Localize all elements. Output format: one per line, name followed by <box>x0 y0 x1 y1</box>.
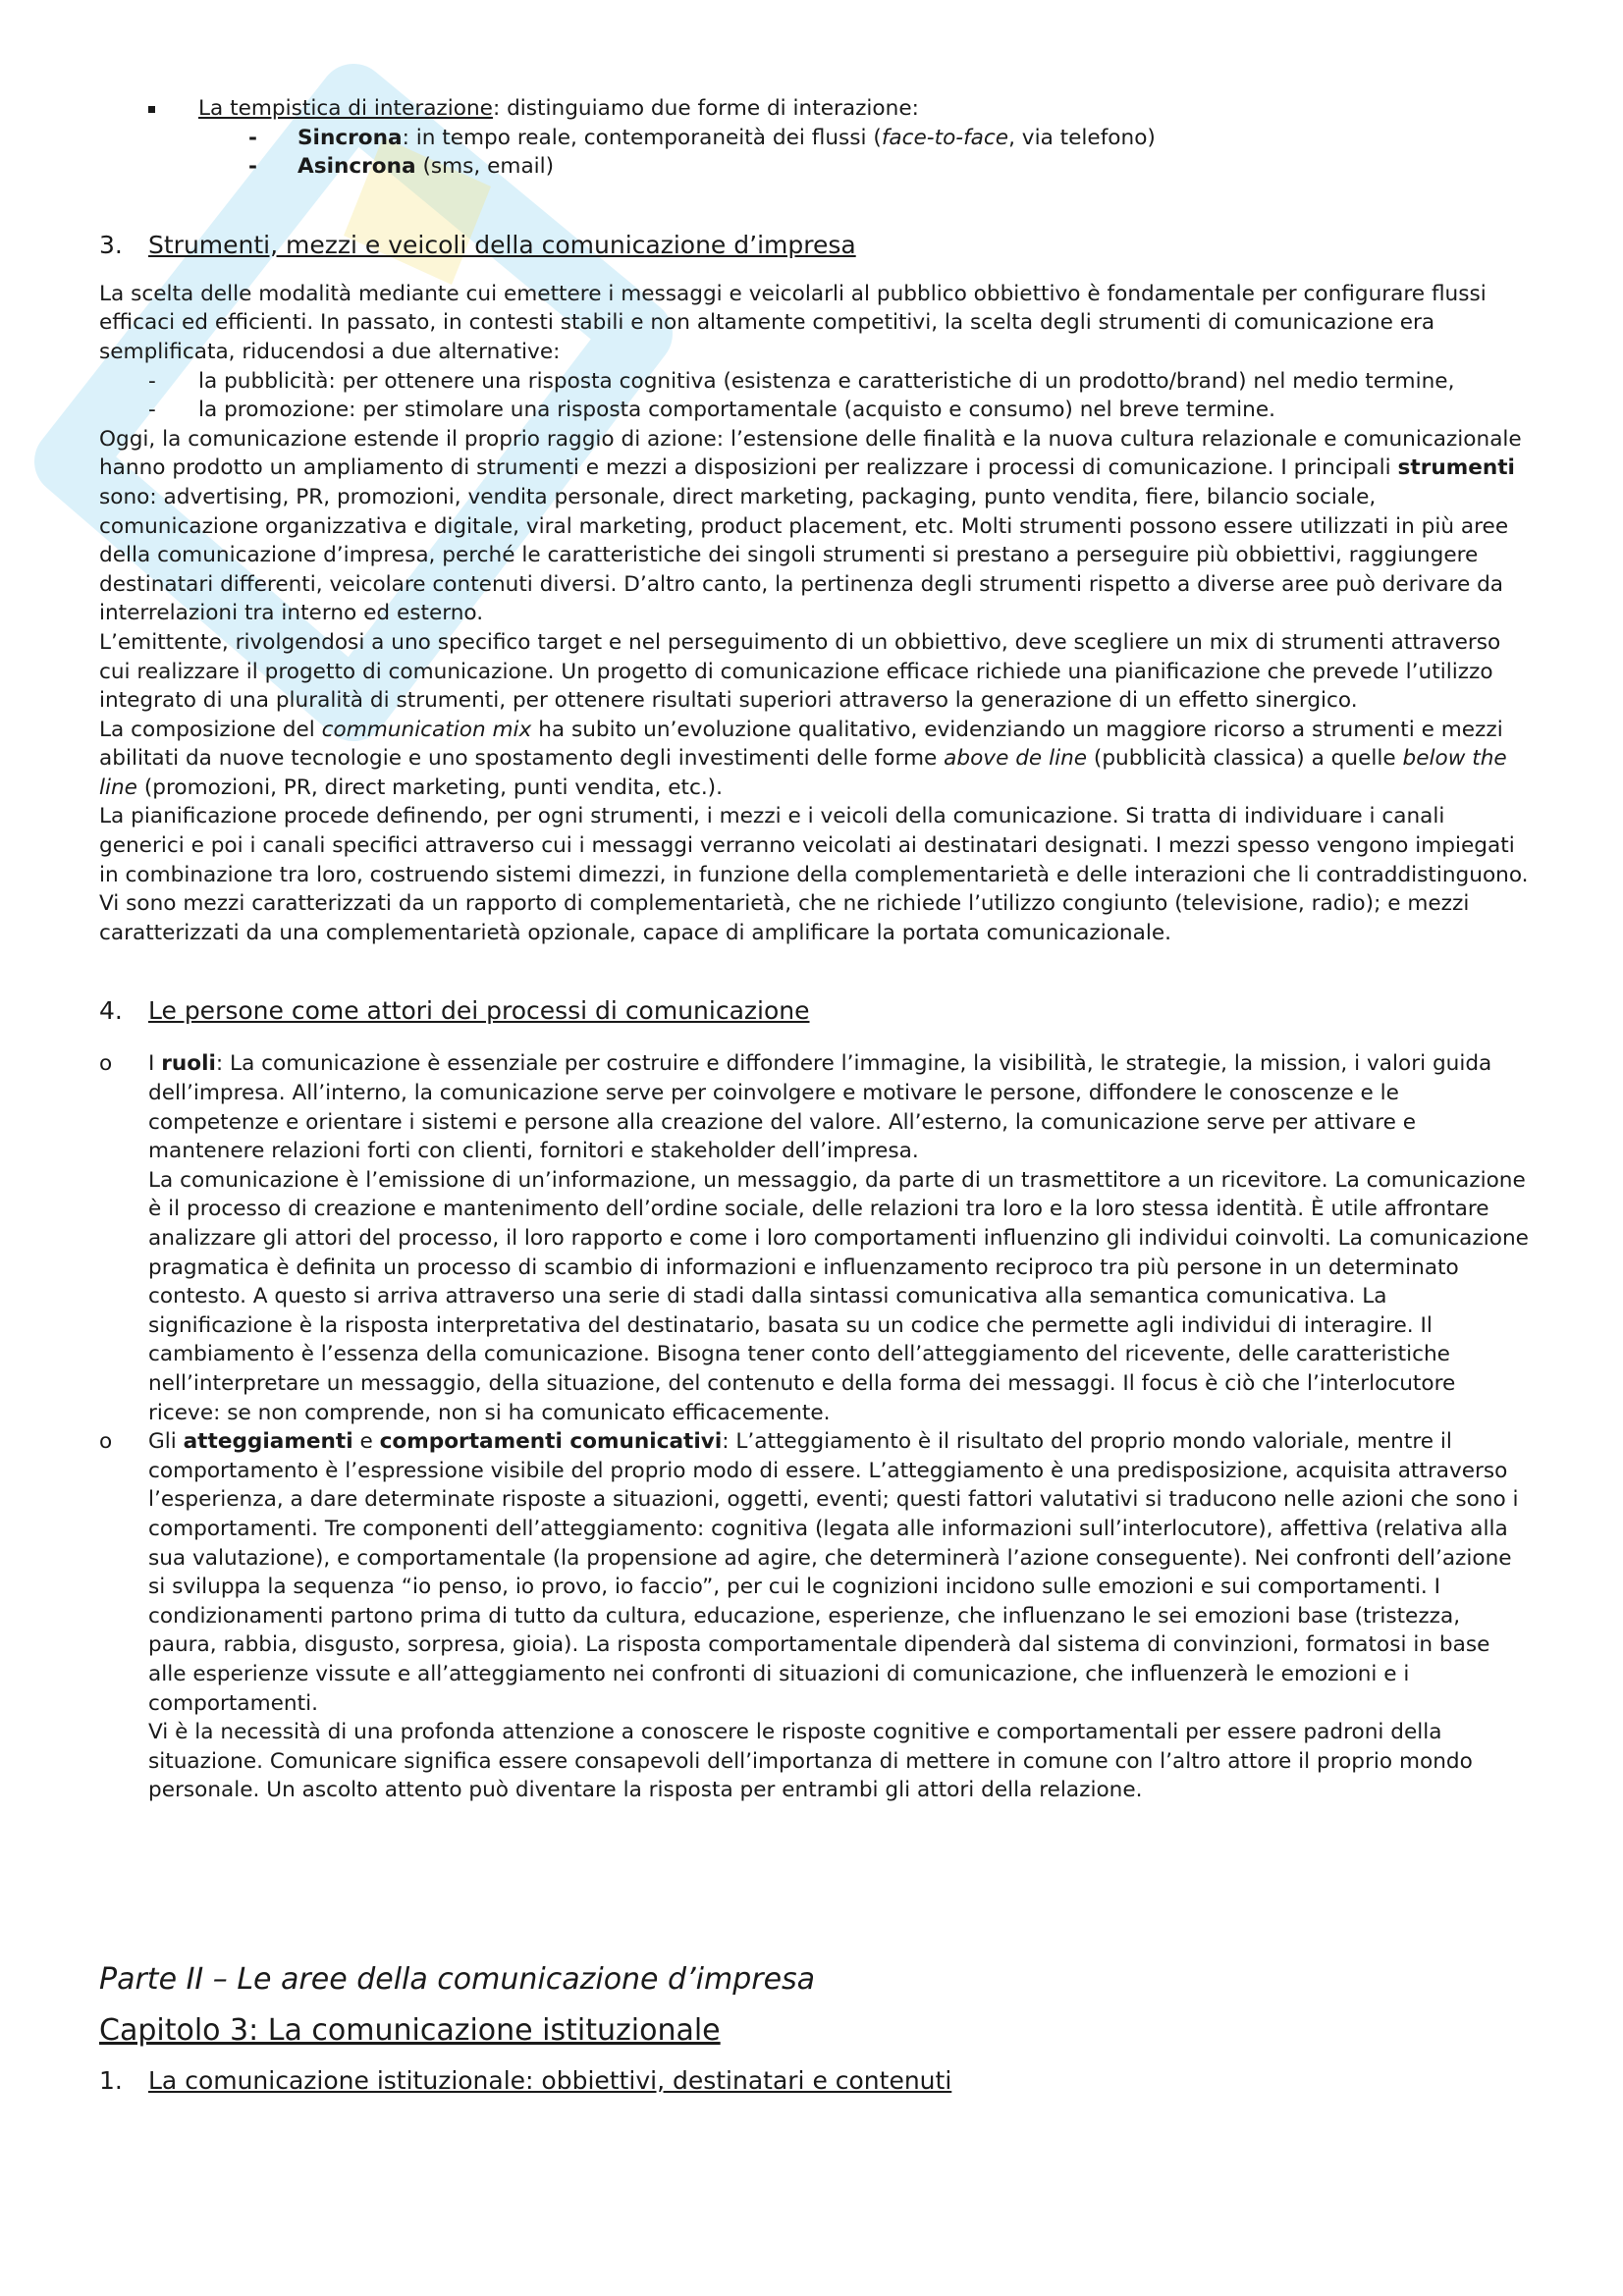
paragraph-text: sono: advertising, PR, promozioni, vendita personale, direct marketing, packaging, punto vendita, fiere, bilancio sociale, comunicazione organizzativa e digitale, viral marketing, product placement, etc. Molti strumenti possono essere utilizzati in più aree della comunicazione d’impresa, perché le caratteristiche dei singoli strumenti si prestano a perseguire più obbiettivi, raggiungere destinatari differenti, veicolare contenuti diversi. D’altro canto, la pertinenza degli strumenti rispetto a diverse aree può derivare da interrelazioni tra interno ed esterno. <box>99 484 1509 626</box>
list-item-atteggiamenti <box>99 1427 1533 1805</box>
chapter-title-wrap <box>99 2011 1533 2051</box>
bullet-label: La tempistica di interazione <box>198 96 493 121</box>
paragraph-text: Oggi, la comunicazione estende il proprio raggio di azione: l’estensione delle finalità e la nuova cultura relazionale e comunicazionale hanno prodotto un ampliamento di strumenti e mezzi a disposizioni per realizzare i processi di comunicazione. I principali <box>99 426 1522 481</box>
paragraph: L’emittente, rivolgendosi a uno specifico target e nel perseguimento di un obbiettivo, deve scegliere un mix di strumenti attraverso cui realizzare il progetto di comunicazione. Un progetto di comunicazione efficace richiede una pianificazione che prevede l’utilizzo integrato di una pluralità di strumenti, per ottenere risultati superiori attraverso la generazione di un effetto sinergico. <box>99 629 1501 714</box>
paragraph-italic: above de line <box>944 746 1088 772</box>
list-item-text: la promozione: per stimolare una risposta comportamentale (acquisto e consumo) nel breve termine. <box>198 398 1275 423</box>
section-4-heading <box>99 994 1533 1028</box>
asincrona-label: Asincrona <box>298 154 416 180</box>
list-item-sincrona <box>99 124 1533 153</box>
paragraph <box>99 716 1533 803</box>
paragraph <box>148 1049 1533 1165</box>
paragraph-bold: ruoli <box>161 1051 216 1077</box>
paragraph: La comunicazione è l’emissione di un’informazione, un messaggio, da parte di un trasmettitore a un ricevitore. La comunicazione è il processo di creazione e mantenimento dell’ordine sociale, delle relazioni tra loro e la loro stessa identità. È utile affrontare analizzare gli attori del processo, il loro rapporto e come i loro comportamenti influenzino gli individui coinvolti. La comunicazione pragmatica è definita un processo di scambio di informazioni e influenzamento reciproco tra più persone in un determinato contesto. A questo si arriva attraverso una serie di stadi dalla sintassi comunicativa alla semantica comunicativa. La significazione è la risposta interpretativa del destinatario, basata su un codice che permette agli individui di interagire. Il cambiamento è l’essenza della comunicazione. Bisogna tener conto dell’atteggiamento del ricevente, delle caratteristiche nell’interpretare un messaggio, della situazione, del contenuto e della forma dei messaggi. Il focus è ciò che l’interlocutore riceve: se non comprende, non si ha comunicato efficacemente. <box>148 1167 1529 1425</box>
part-title: Parte II – Le aree della comunicazione d’impresa <box>99 1961 816 1997</box>
list-item-tempistica <box>99 94 1533 124</box>
section-number: 4. <box>99 996 123 1026</box>
dash-bullet-icon: - <box>248 125 257 150</box>
paragraph: La scelta delle modalità mediante cui emettere i messaggi e veicolarli al pubblico obbiettivo è fondamentale per configurare flussi efficaci ed efficienti. In passato, in contesti stabili e non altamente competitivi, la scelta degli strumenti di comunicazione era semplificata, riducendosi a due alternative: <box>99 281 1487 364</box>
dash-bullet-icon: - <box>248 154 257 180</box>
paragraph-text: Gli <box>148 1429 184 1455</box>
subsection-heading <box>99 2064 1533 2098</box>
paragraph-text: : L’atteggiamento è il risultato del proprio mondo valoriale, mentre il comportamento è l’espressione visibile del proprio modo di essere. L’atteggiamento è una predisposizione, acquisita attraverso l’esperienza, a dare determinate risposte a situazioni, oggetti, eventi; questi fattori valutativi si traducono nelle azioni che sono i comportamenti. Tre componenti dell’atteggiamento: cognitiva (legata alle informazioni sull’interlocutore), affettiva (relativa alla sua valutazione), e comportamentale (la propensione ad agire, che determinerà l’azione conseguente). Nei confronti dell’azione si sviluppa la sequenza “io penso, io provo, io faccio”, per cui le cognizioni incidono sulle emozioni e sui comportamenti. I condizionamenti partono prima di tutto da cultura, educazione, esperienze, che influenzano le sei emozioni base (tristezza, paura, rabbia, disgusto, sorpresa, gioia). La risposta comportamentale dipenderà dal sistema di convinzioni, formatosi in base alle esperienze vissute e all’atteggiamento nei confronti di situazioni di comunicazione, che influenzerà le emozioni e i comportamenti. <box>148 1429 1519 1716</box>
circle-bullet-icon: o <box>99 1429 113 1455</box>
paragraph-bold: strumenti <box>1397 455 1515 481</box>
section-title: La comunicazione istituzionale: obbiettivi, destinatari e contenuti <box>148 2065 952 2095</box>
paragraph-text: ha subito un’evoluzione qualitativo, evidenziando un maggiore ricorso a strumenti e mezzi abilitati da nuove tecnologie e uno spostamento degli investimenti delle forme <box>99 717 1503 772</box>
list-item <box>99 367 1533 397</box>
list-item-ruoli <box>99 1049 1533 1427</box>
square-bullet-icon <box>148 106 155 113</box>
section-title: Strumenti, mezzi e veicoli della comunicazione d’impresa <box>148 230 856 259</box>
section-title: Le persone come attori dei processi di comunicazione <box>148 996 810 1026</box>
sincrona-italic: face-to-face <box>881 125 1009 150</box>
paragraph-text: I <box>148 1051 162 1077</box>
circle-bullet-icon: o <box>99 1051 113 1077</box>
dash-bullet-icon: - <box>148 368 156 394</box>
section-number: 3. <box>99 230 123 259</box>
section-number: 1. <box>99 2065 123 2095</box>
asincrona-text: (sms, email) <box>415 154 555 180</box>
chapter-title: Capitolo 3: La comunicazione istituzionale <box>99 2012 721 2048</box>
paragraph-text: La composizione del <box>99 717 322 742</box>
paragraph-bold: comportamenti comunicativi <box>379 1429 723 1455</box>
sincrona-text: : in tempo reale, contemporaneità dei flussi ( <box>402 125 882 150</box>
paragraph-text: : La comunicazione è essenziale per costruire e diffondere l’immagine, la visibilità, le strategie, la mission, i valori guida dell’impresa. All’interno, la comunicazione serve per coinvolgere e motivare le persone, diffondere le conoscenze e le competenze e orientare i sistemi e persone alla creazione del valore. All’esterno, la comunicazione serve per attivare e mantenere relazioni forti con clienti, fornitori e stakeholder dell’impresa. <box>148 1051 1492 1164</box>
list-item <box>99 396 1533 425</box>
paragraph <box>148 1427 1533 1718</box>
paragraph: Vi è la necessità di una profonda attenzione a conoscere le risposte cognitive e comportamentali per essere padroni della situazione. Comunicare significa essere consapevoli dell’importanza di mettere in comune con l’altro attore il proprio mondo personale. Un ascolto attento può diventare la risposta per entrambi gli attori della relazione. <box>148 1720 1473 1803</box>
paragraph-text: e <box>352 1429 380 1455</box>
paragraph-bold: atteggiamenti <box>183 1429 353 1455</box>
dash-bullet-icon: - <box>148 398 156 423</box>
list-item-asincrona <box>99 152 1533 182</box>
page-content <box>99 94 1533 2098</box>
sincrona-text-end: , via telefono) <box>1008 125 1156 150</box>
paragraph <box>99 425 1533 628</box>
list-item-text: la pubblicità: per ottenere una risposta cognitiva (esistenza e caratteristiche di un prodotto/brand) nel medio termine, <box>198 368 1455 394</box>
bullet-text: : distinguiamo due forme di interazione: <box>492 96 919 121</box>
paragraph-text: (promozioni, PR, direct marketing, punti vendita, etc.). <box>136 774 723 800</box>
section-3-heading <box>99 229 1533 262</box>
paragraph-italic: below the line <box>99 746 1507 800</box>
paragraph: La pianificazione procede definendo, per ogni strumenti, i mezzi e i veicoli della comunicazione. Si tratta di individuare i canali generici e poi i canali specifici attraverso cui i messaggi verranno veicolati ai destinatari designati. I mezzi spesso vengono impiegati in combinazione tra loro, costruendo sistemi dimezzi, in funzione della complementarietà e delle interazioni che li contraddistinguono. Vi sono mezzi caratterizzati da un rapporto di complementarietà, che ne richiede l’utilizzo congiunto (televisione, radio); e mezzi caratterizzati da una complementarietà opzionale, capace di amplificare la portata comunicazionale. <box>99 804 1529 945</box>
paragraph-text: (pubblicità classica) a quelle <box>1087 746 1403 772</box>
sincrona-label: Sincrona <box>298 125 403 150</box>
paragraph-italic: communication mix <box>321 717 532 742</box>
